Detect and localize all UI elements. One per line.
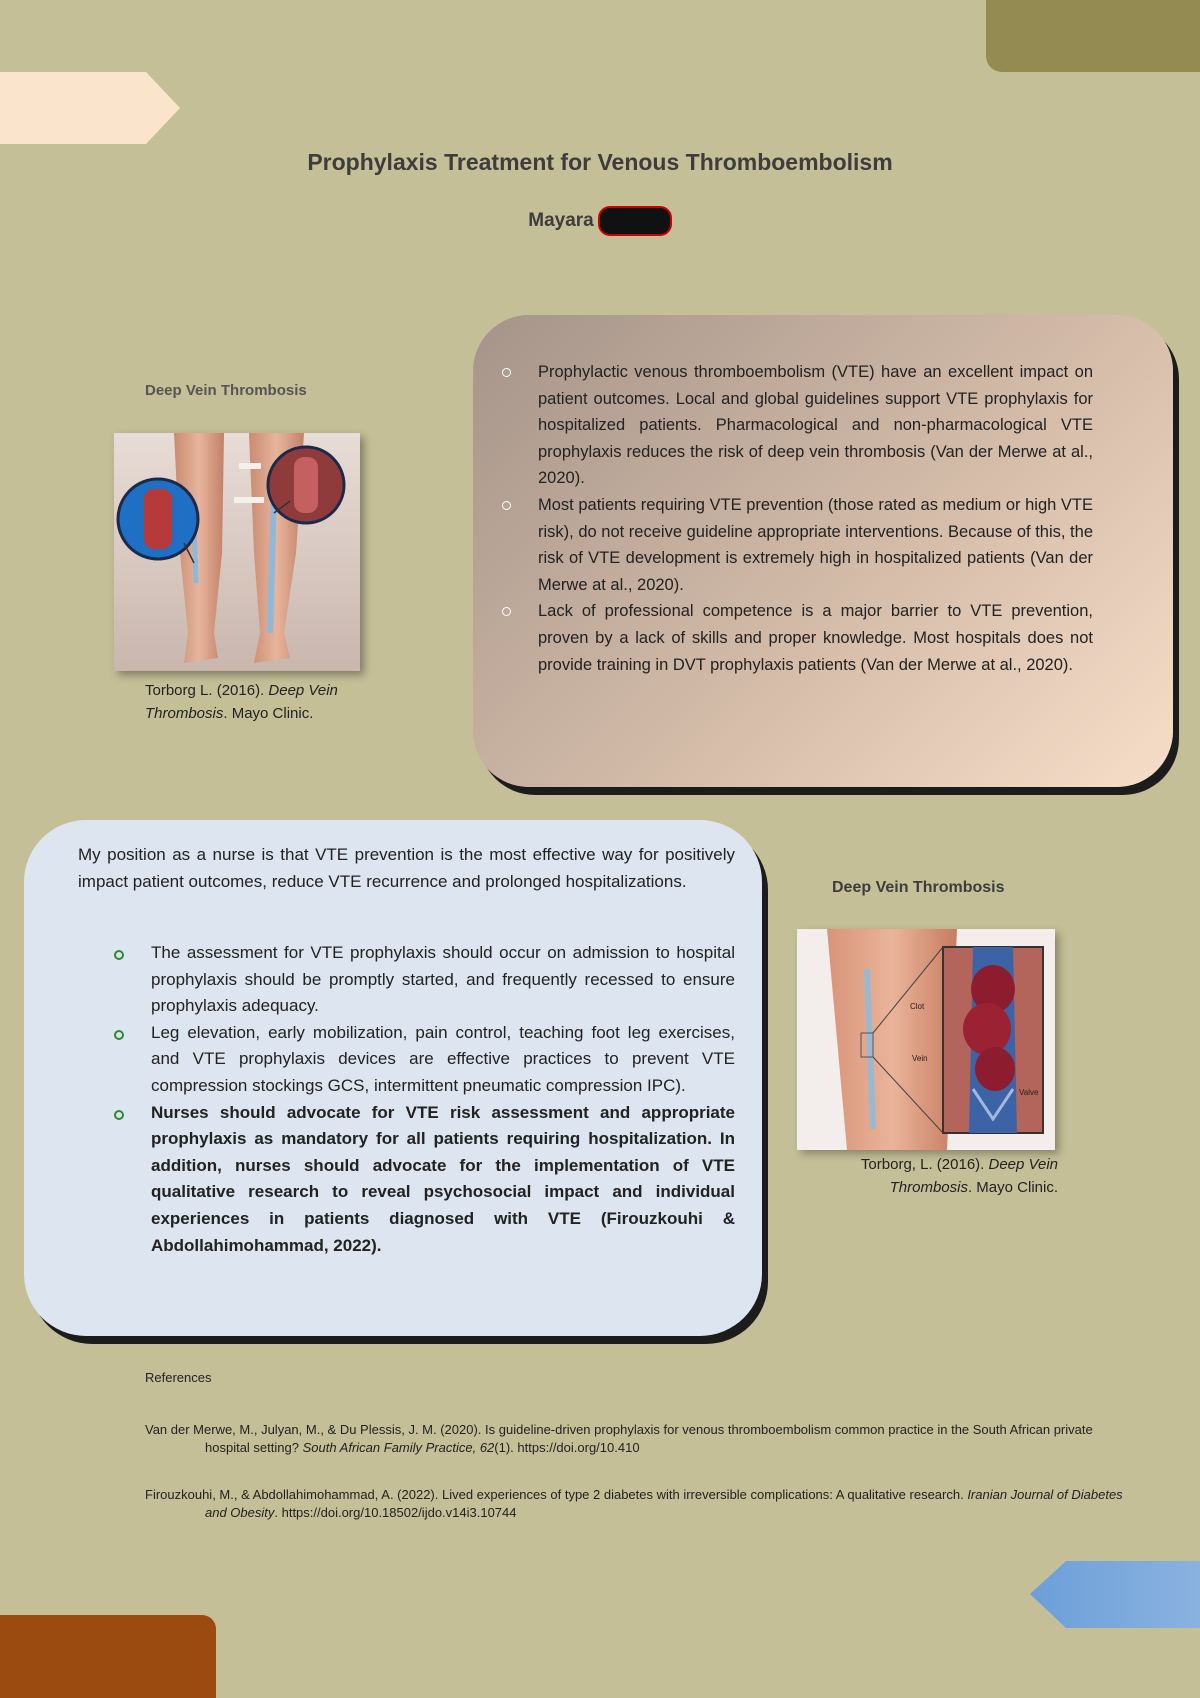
bullet-icon — [502, 607, 511, 616]
vein-clot-illustration — [797, 929, 1055, 1150]
bullet-icon — [114, 950, 124, 960]
list-item: Lack of professional competence is a major barrier to VTE prevention, proven by a lack of skills and proper knowledge. Most hospitals does not provide training in DVT prophylaxis patients (Van der Merwe at al., 2020). — [538, 598, 1093, 678]
decorative-arrow-bottom-right — [1030, 1561, 1200, 1628]
bullet-icon — [502, 501, 511, 510]
position-list — [151, 940, 735, 1259]
list-item: Nurses should advocate for VTE risk assessment and appropriate prophylaxis as mandatory for all patients requiring hospitalization. In addition, nurses should advocate for the implementation of VTE qualitative research to reveal psychosocial impact and individual experiences in patients diagnosed with VTE (Firouzkouhi & Abdollahimohammad, 2022). — [151, 1100, 735, 1260]
vein-label: Vein — [912, 1054, 928, 1063]
legs-illustration — [114, 433, 360, 671]
bullet-icon — [114, 1030, 124, 1040]
decorative-arrow-left — [0, 72, 180, 144]
vte-facts-list — [538, 359, 1093, 678]
author-line — [0, 206, 1200, 236]
figure1-title: Deep Vein Thrombosis — [145, 382, 307, 399]
list-item: The assessment for VTE prophylaxis should occur on admission to hospital prophylaxis should be promptly started, and frequently recessed to ensure prophylaxis adequacy. — [151, 940, 735, 1020]
decorative-corner-bottom-left — [0, 1615, 216, 1698]
reference-item: Van der Merwe, M., Julyan, M., & Du Plessis, J. M. (2020). Is guideline-driven prophylaxis for venous thromboembolism common practice in the South African private hospital setting? South African Family Practice, 62(1). https://doi.org/10.410 — [145, 1422, 1093, 1455]
list-item: Leg elevation, early mobilization, pain control, teaching foot leg exercises, and VTE prophylaxis devices are effective practices to prevent VTE compression stockings GCS, intermittent pneumatic compression IPC). — [151, 1020, 735, 1100]
nurse-position-box — [24, 820, 762, 1336]
list-item: Prophylactic venous thromboembolism (VTE) have an excellent impact on patient outcomes. Local and global guidelines support VTE prophylaxis for hospitalized patients. Pharmacological and non-pharmacological VTE prophylaxis reduces the risk of deep vein thrombosis (Van der Merwe at al., 2020). — [538, 359, 1093, 492]
valve-label: Valve — [1019, 1088, 1039, 1097]
figure2-title: Deep Vein Thrombosis — [832, 879, 1005, 896]
author-name: Mayara — [528, 210, 594, 232]
redaction-mark — [598, 206, 672, 236]
figure2-citation: Torborg, L. (2016). Deep Vein Thrombosis. Mayo Clinic. — [860, 1156, 1058, 1196]
clot-label: Clot — [910, 1002, 925, 1011]
bullet-icon — [114, 1110, 124, 1120]
figure1-citation: Torborg L. (2016). Deep Vein Thrombosis. Mayo Clinic. — [145, 682, 338, 722]
decorative-corner-top-right — [986, 0, 1200, 72]
reference-item: Firouzkouhi, M., & Abdollahimohammad, A. (2022). Lived experiences of type 2 diabetes with irreversible complications: A qualitative research. Iranian Journal of Diabetes and Obesity. https://doi.org/10.18502/ijdo.v14i3.10744 — [145, 1487, 1123, 1520]
position-statement: My position as a nurse is that VTE prevention is the most effective way for positively impact patient outcomes, reduce VTE recurrence and prolonged hospitalizations. — [78, 845, 735, 891]
page-title: Prophylaxis Treatment for Venous Thromboembolism — [307, 149, 893, 175]
bullet-icon — [502, 368, 511, 377]
vte-facts-box — [473, 315, 1173, 787]
references-title: References — [145, 1370, 212, 1385]
list-item: Most patients requiring VTE prevention (those rated as medium or high VTE risk), do not receive guideline appropriate interventions. Because of this, the risk of VTE development is extremely high in hospitalized patients (Van der Merwe at al., 2020). — [538, 492, 1093, 598]
